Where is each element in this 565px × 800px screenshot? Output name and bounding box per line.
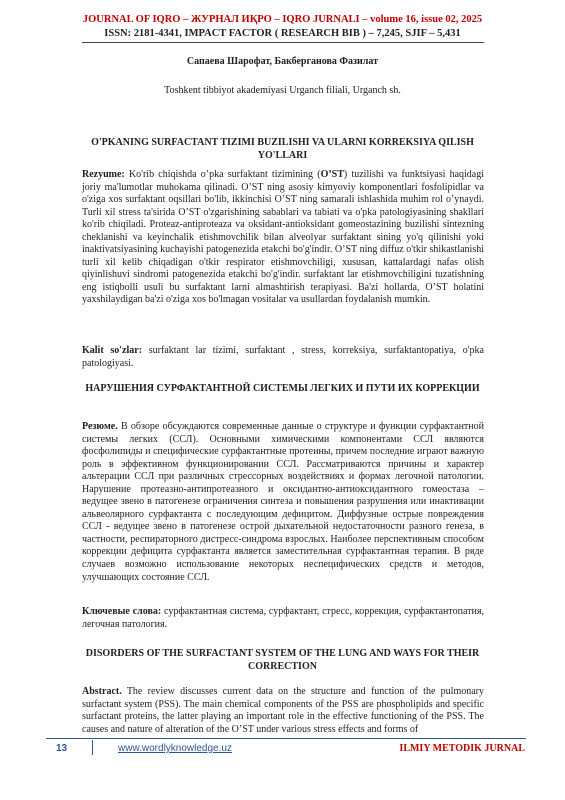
title-en: DISORDERS OF THE SURFACTANT SYSTEM OF THE LUNG AND WAYS FOR THEIR CORRECTION (85, 648, 480, 672)
page-number: 13 (56, 743, 68, 754)
authors: Сапаева Шарофат, Бакберганова Фазилат (186, 56, 379, 67)
keywords-ru: Ключевые слова: сурфактантная система, сурфактант, стресс, коррекция, сурфактантопатия, легочная патология. (82, 606, 484, 630)
header-divider (82, 42, 484, 43)
abstract-uz: Rezyume: Ko'rib chiqishda o’pka surfaktant tizimining (O’ST) tuzilishi va funktsiyasi haqidagi joriy ma'lumotlar muhokama qilinadi. O’ST ning asosiy kimyoviy komponentlari fosfolipidlar va o'ziga xos surfaktant oqsillari bo'lib, ikkinchisi O’ST ning samarali ishlashida muhim rol o’ynaydi. Turli xil stress ta'sirida O’ST o'zgarishining sabablari va tabiati va o'pka patologiyasining shakllari ko'rib chiqiladi. Proteaz-antiproteaza va oksidant-antioksidant gomeostazining buzilishi sintezning cheklanishi va keyinchalik etishmovchilik bilan alveolyar surfaktant sining yo'q qilinishi yoki inaktivatsiyasining kuchayishi patogenezida etakchi bo'g'indir. O’ST ning diffuz o'tkir shikastlanishi turli xil kelib chiqadigan o'tkir respirator etishmovchiligi, xususan, kattalardagi nafas olish qiyinlishuvi sindromi patogenezida etakchi bo'g'indir. surfaktant lar etishmovchiligini tuzatishning eng istiqbolli usuli bu surfaktant larni almashtirish terapiyasi. Ba'zi hollarda, O’ST holatini yaxshilaydigan ba'zi o'ziga xos bo'lmagan vositalar va usullardan foydalanish mumkin. (82, 169, 485, 306)
abstract-en-label: Abstract. (82, 686, 122, 697)
footer-separator (92, 740, 93, 755)
footer-website-link[interactable]: www.wordlyknowledge.uz (118, 743, 232, 754)
abstract-en: Abstract. The review discusses current data on the structure and function of the pulmonary surfactant system (PSS). The main chemical components of the PSS are phospholipids and specific surfactant proteins, the latter playing an important role in the effective functioning of the PSS. The causes and nature of alteration of the O’ST under various stress effects and forms of (82, 686, 484, 735)
keywords-uz-label: Kalit so'zlar: (82, 345, 143, 356)
issn-line: ISSN: 2181-4341, IMPACT FACTOR ( RESEARCH BIB ) – 7,245, SJIF – 5,431 (104, 28, 461, 39)
footer-journal-name: ILMIY METODIK JURNAL (399, 743, 525, 754)
abstract-ru-label: Резюме. (82, 421, 118, 432)
footer-divider (46, 738, 526, 739)
keywords-uz: Kalit so'zlar: surfaktant lar tizimi, surfaktant , stress, korreksiya, surfaktantopatiya, o'pka patologiyasi. (82, 345, 484, 369)
keywords-ru-label: Ключевые слова: (82, 606, 162, 617)
affiliation: Toshkent tibbiyot akademiyasi Urganch filiali, Urganch sh. (164, 85, 401, 96)
journal-header: JOURNAL OF IQRO – ЖУРНАЛ ИҚРО – IQRO JURNALI – volume 16, issue 02, 2025 (82, 14, 483, 25)
abstract-uz-label: Rezyume: (82, 169, 125, 180)
title-uz: O'PKANING SURFACTANT TIZIMI BUZILISHI VA ULARNI KORREKSIYA QILISH YO'LLARI (91, 137, 474, 161)
title-ru: НАРУШЕНИЯ СУРФАКТАНТНОЙ СИСТЕМЫ ЛЕГКИХ И ПУТИ ИХ КОРРЕКЦИИ (85, 383, 480, 394)
abstract-ru: Резюме. В обзоре обсуждаются современные данные о структуре и функции сурфактантной системы легких (ССЛ). Основными химическими компонентами ССЛ являются фосфолипиды и специфические сурфактантные протеины, причем последние играют важную роль в эффективном функционировании ССЛ. Рассматриваются причины и характер альтерации ССЛ при различных стрессорных воздействиях и формах легочной патологии. Нарушение протеазно-антипротеазного и оксидантно-антиоксидантного гомеостаза – ведущее звено в патогенезе ограничения синтеза и повышения разрушения или инактивации альвеолярного сурфактанта с последующим дефицитом. Диффузные острые повреждения ССЛ - ведущее звено в патогенезе острой дыхательной недостаточности разного генеза, в частности, респираторного дистресс-синдрома взрослых. Наиболее перспективным способом коррекции дефицита сурфактанта является заместительная сурфактантная терапия. В ряде случаев возможно использование некоторых неспецифических средств и методов, улучшающих состояние ССЛ. (82, 421, 484, 583)
